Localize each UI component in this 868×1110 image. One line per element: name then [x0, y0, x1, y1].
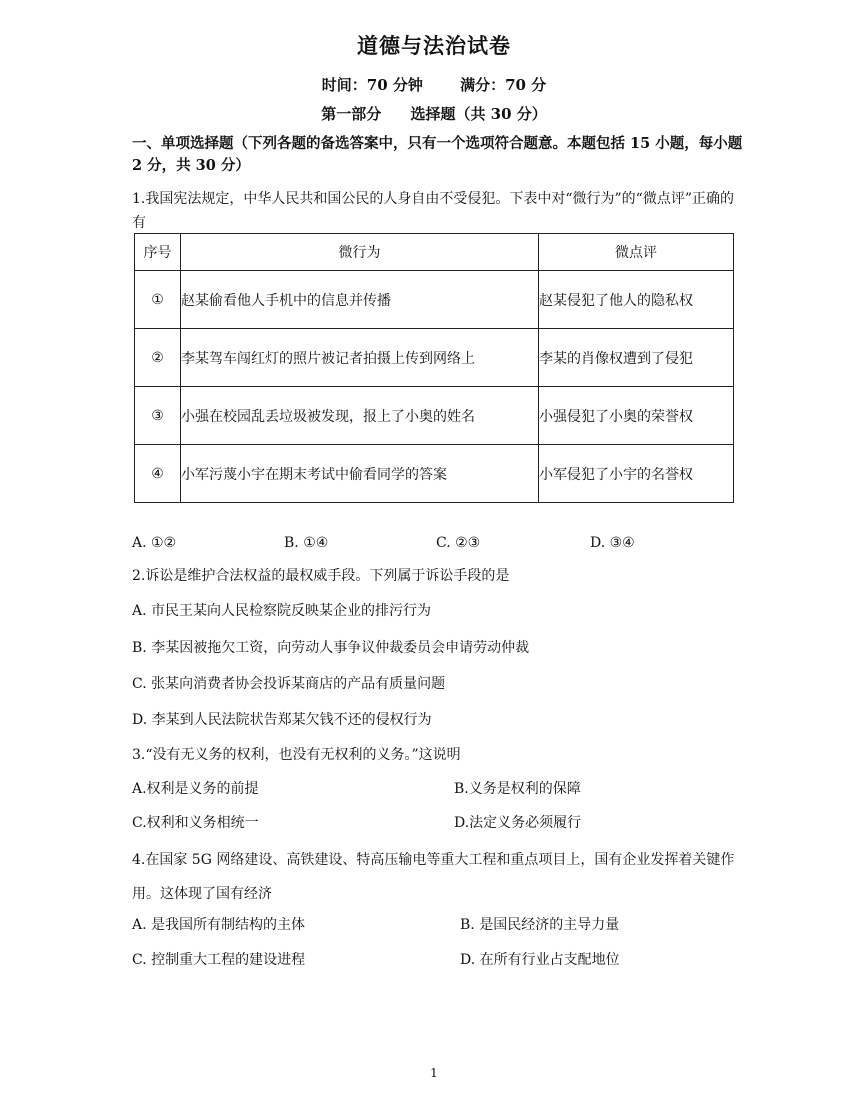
- time-label: 时间：70 分钟: [321, 76, 423, 94]
- q4-option-a: A. 是我国所有制结构的主体: [132, 917, 306, 933]
- table-cell-no: ③: [135, 387, 181, 445]
- table-cell-no: ①: [135, 271, 181, 329]
- exam-time-score: [0, 74, 868, 95]
- table-row: [135, 329, 734, 387]
- table-cell-no: ④: [135, 445, 181, 503]
- q3-option-a: A.权利是义务的前提: [132, 781, 259, 797]
- part-heading: [0, 103, 868, 124]
- section-heading: 一、单项选择题（下列各题的备选答案中，只有一个选项符合题意。本题包括 15 小题，每小题 2 分，共 30 分）: [132, 135, 743, 174]
- q1-option-b: B. ①④: [284, 535, 329, 551]
- table-cell-action: 赵某偷看他人手机中的信息并传播: [181, 271, 539, 329]
- table-header-comment: 微点评: [539, 234, 734, 271]
- score-label: 满分：70 分: [460, 76, 547, 94]
- q4-option-d: D. 在所有行业占支配地位: [460, 952, 620, 968]
- table-cell-comment: 小军侵犯了小宇的名誉权: [539, 445, 734, 503]
- q3-option-b: B.义务是权利的保障: [454, 781, 581, 797]
- table-row: [135, 387, 734, 445]
- table-row: [135, 445, 734, 503]
- table-cell-action: 小强在校园乱丢垃圾被发现，报上了小奥的姓名: [181, 387, 539, 445]
- q2-option-b: B. 李某因被拖欠工资，向劳动人事争议仲裁委员会申请劳动仲裁: [132, 640, 530, 656]
- q4-option-b: B. 是国民经济的主导力量: [460, 917, 620, 933]
- question-2-stem: 2.诉讼是维护合法权益的最权威手段。下列属于诉讼手段的是: [132, 568, 510, 584]
- q2-option-c: C. 张某向消费者协会投诉某商店的产品有质量问题: [132, 676, 446, 692]
- table-cell-action: 李某驾车闯红灯的照片被记者拍摄上传到网络上: [181, 329, 539, 387]
- question-3-stem: 3.“没有无义务的权利，也没有无权利的义务。”这说明: [132, 747, 461, 763]
- table-row: [135, 271, 734, 329]
- page-number: 1: [430, 1066, 438, 1080]
- part-desc: 选择题（共 30 分）: [410, 105, 547, 123]
- q4-option-c: C. 控制重大工程的建设进程: [132, 952, 306, 968]
- table-cell-action: 小军污蔑小宇在期末考试中偷看同学的答案: [181, 445, 539, 503]
- table-header-action: 微行为: [181, 234, 539, 271]
- q1-option-c: C. ②③: [436, 535, 481, 551]
- table-cell-comment: 赵某侵犯了他人的隐私权: [539, 271, 734, 329]
- part-name: 第一部分: [321, 105, 382, 123]
- table-header-row: [135, 234, 734, 271]
- exam-title: 道德与法治试卷: [357, 33, 511, 58]
- table-cell-no: ②: [135, 329, 181, 387]
- q2-option-a: A. 市民王某向人民检察院反映某企业的排污行为: [132, 603, 432, 619]
- question-1-table: [134, 233, 734, 503]
- q2-option-d: D. 李某到人民法院状告郑某欠钱不还的侵权行为: [132, 712, 432, 728]
- table-cell-comment: 李某的肖像权遭到了侵犯: [539, 329, 734, 387]
- question-4-stem: 4.在国家 5G 网络建设、高铁建设、特高压输电等重大工程和重点项目上，国有企业发挥着关键作用。这体现了国有经济: [132, 852, 735, 902]
- q1-option-a: A. ①②: [132, 535, 177, 551]
- table-header-no: 序号: [135, 234, 181, 271]
- q3-option-c: C.权利和义务相统一: [132, 815, 259, 831]
- q3-option-d: D.法定义务必须履行: [454, 815, 582, 831]
- question-1-stem: 1.我国宪法规定，中华人民共和国公民的人身自由不受侵犯。下表中对“微行为”的“微点评”正确的有: [132, 191, 734, 231]
- q1-option-d: D. ③④: [590, 535, 635, 551]
- table-cell-comment: 小强侵犯了小奥的荣誉权: [539, 387, 734, 445]
